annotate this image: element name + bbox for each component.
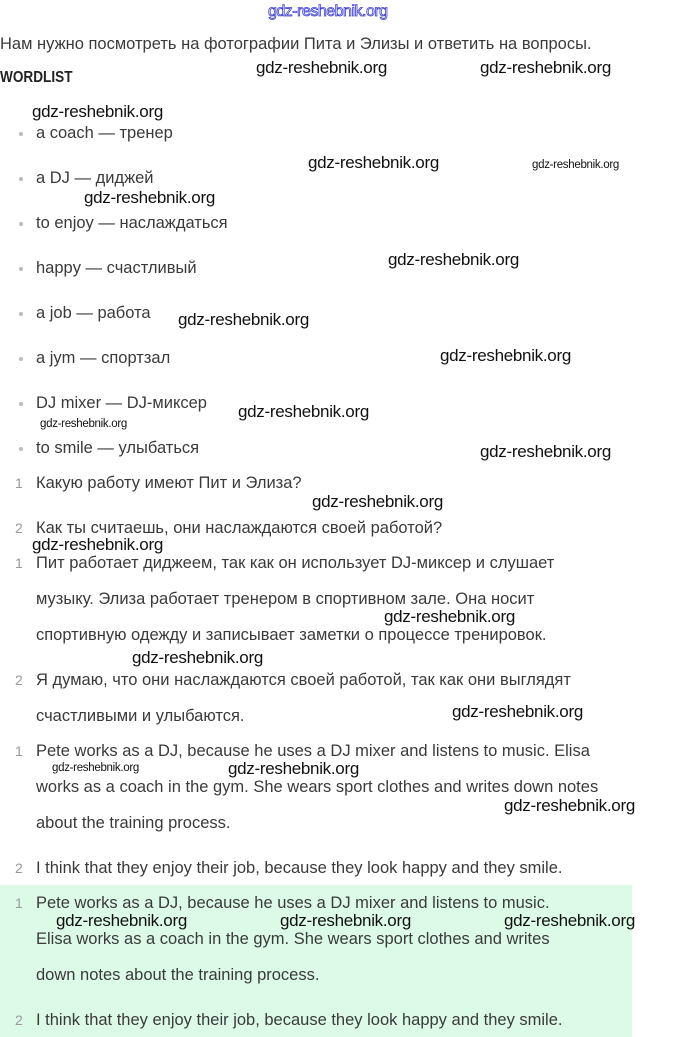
answer-line: Pete works as a DJ, because he uses a DJ mixer and listens to music. Elisa (36, 742, 590, 760)
answer-line: спортивную одежду и записывает заметки о процессе тренировок. (36, 626, 547, 644)
wordlist-item: to smile — улыбаться (36, 439, 200, 457)
answer-line: Pete works as a DJ, because he uses a DJ mixer and listens to music. (36, 894, 550, 912)
bullet (19, 312, 23, 316)
answer-line: I think that they enjoy their job, because they look happy and they smile. (36, 1011, 563, 1029)
item-number: 2 (15, 860, 23, 876)
watermark: gdz-reshebnik.org (238, 402, 369, 421)
item-number: 2 (15, 672, 23, 688)
bullet (19, 132, 23, 136)
watermark: gdz-reshebnik.org (84, 188, 215, 207)
bullet (19, 222, 23, 226)
item-number: 2 (15, 1012, 23, 1028)
intro-text: Нам нужно посмотреть на фотографии Пита и Элизы и ответить на вопросы. (0, 35, 592, 53)
watermark: gdz-reshebnik.org (384, 607, 515, 626)
watermark: gdz-reshebnik.org (504, 911, 635, 930)
watermark: gdz-reshebnik.org (480, 442, 611, 461)
wordlist-heading: WORDLIST (0, 69, 73, 86)
watermark: gdz-reshebnik.org (40, 418, 127, 430)
bullet (19, 402, 23, 406)
answer-line: музыку. Элиза работает тренером в спортивном зале. Она носит (36, 590, 535, 608)
watermark: gdz-reshebnik.org (452, 702, 583, 721)
watermark: gdz-reshebnik.org (32, 535, 163, 554)
question: Какую работу имеют Пит и Элиза? (36, 474, 302, 492)
item-number: 1 (15, 895, 23, 911)
watermark: gdz-reshebnik.org (52, 762, 139, 774)
watermark: gdz-reshebnik.org (480, 58, 611, 77)
watermark: gdz-reshebnik.org (32, 102, 163, 121)
answer-line: Elisa works as a coach in the gym. She wears sport clothes and writes (36, 930, 550, 948)
watermark: gdz-reshebnik.org (504, 796, 635, 815)
wordlist-item: happy — счастливый (36, 259, 197, 277)
wordlist-item: a coach — тренер (36, 124, 173, 142)
watermark: gdz-reshebnik.org (388, 250, 519, 269)
item-number: 1 (15, 743, 23, 759)
item-number: 1 (15, 555, 23, 571)
watermark: gdz-reshebnik.org (280, 911, 411, 930)
item-number: 2 (15, 520, 23, 536)
answer-line: Я думаю, что они наслаждаются своей работой, так как они выглядят (36, 671, 571, 689)
watermark: gdz-reshebnik.org (228, 759, 359, 778)
site-watermark-header[interactable]: gdz-reshebnik.org (268, 3, 388, 20)
bullet (19, 357, 23, 361)
wordlist-item: a job — работа (36, 304, 151, 322)
watermark: gdz-reshebnik.org (56, 911, 187, 930)
wordlist-item: a DJ — диджей (36, 169, 154, 187)
wordlist-item: a jym — спортзал (36, 349, 171, 367)
answer-line: works as a coach in the gym. She wears sport clothes and writes down notes (36, 778, 599, 796)
answer-line: down notes about the training process. (36, 966, 320, 984)
question: Как ты считаешь, они наслаждаются своей работой? (36, 519, 443, 537)
bullet (19, 267, 23, 271)
watermark: gdz-reshebnik.org (440, 346, 571, 365)
answer-line: I think that they enjoy their job, because they look happy and they smile. (36, 859, 563, 877)
answer-line: Пит работает диджеем, так как он использует DJ-миксер и слушает (36, 554, 555, 572)
answer-line: счастливыми и улыбаются. (36, 707, 245, 725)
watermark: gdz-reshebnik.org (308, 153, 439, 172)
watermark: gdz-reshebnik.org (178, 310, 309, 329)
wordlist-item: DJ mixer — DJ-миксер (36, 394, 207, 412)
answer-line: about the training process. (36, 814, 231, 832)
watermark: gdz-reshebnik.org (312, 492, 443, 511)
watermark: gdz-reshebnik.org (256, 58, 387, 77)
watermark: gdz-reshebnik.org (132, 648, 263, 667)
bullet (19, 447, 23, 451)
watermark: gdz-reshebnik.org (532, 159, 619, 171)
wordlist-item: to enjoy — наслаждаться (36, 214, 228, 232)
item-number: 1 (15, 475, 23, 491)
bullet (19, 177, 23, 181)
